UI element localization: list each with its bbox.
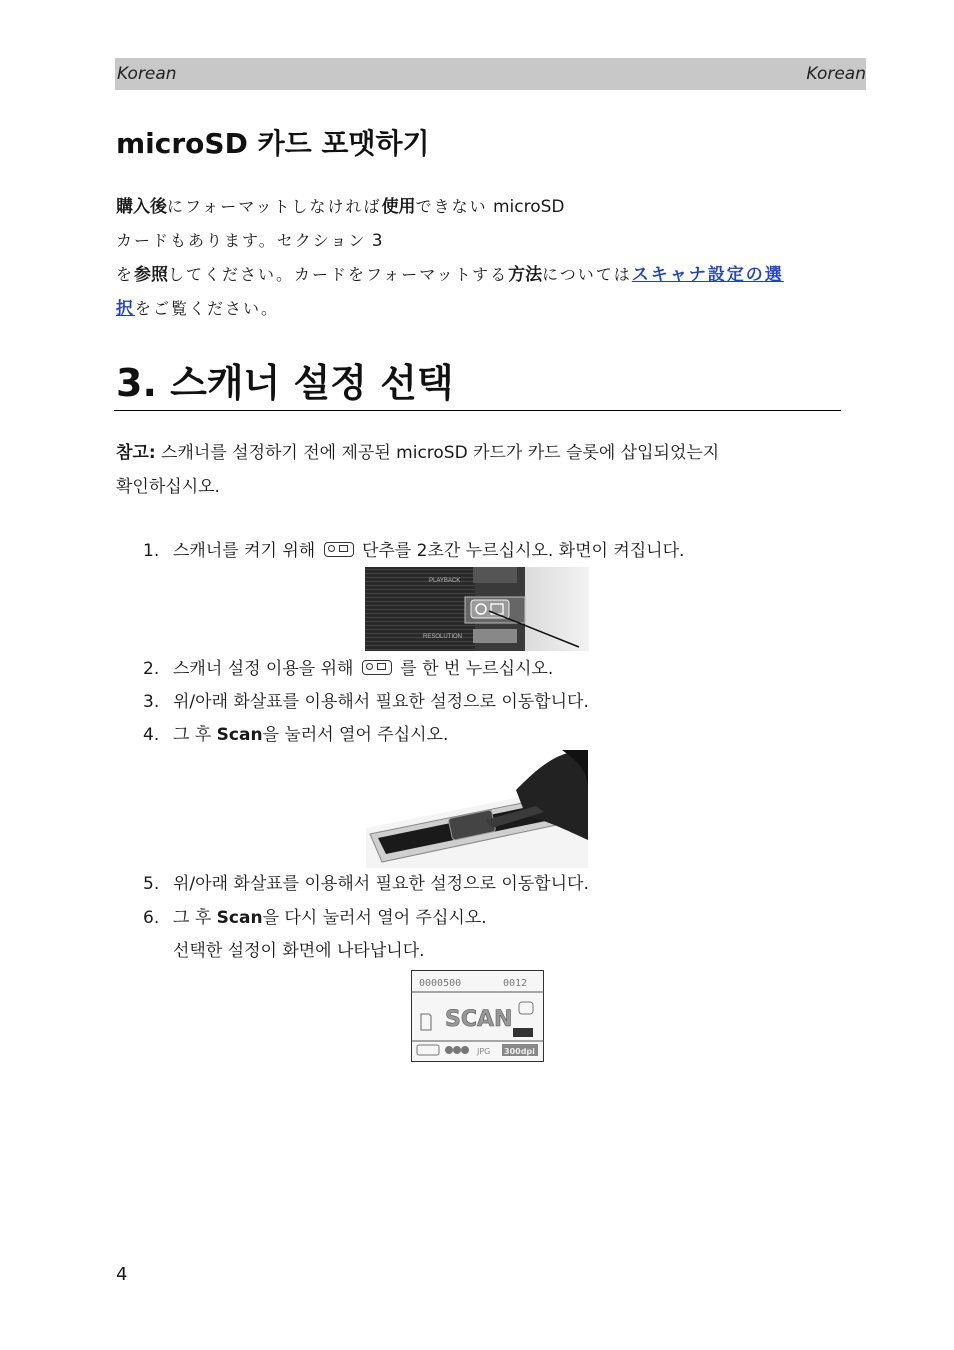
color-dot-icon xyxy=(453,1046,461,1054)
scan-button-press-photo xyxy=(366,750,588,868)
battery-charge-icon xyxy=(513,1028,533,1037)
step-text: 단추를 2초간 누르십시오. 화면이 켜집니다. xyxy=(356,541,685,561)
power-menu-button-icon xyxy=(362,660,392,675)
step-text: 스캐너를 켜기 위해 xyxy=(173,541,321,561)
note xyxy=(116,436,836,504)
step-text: 를 한 번 누르십시오. xyxy=(394,659,554,679)
resolution-label: RESOLUTION xyxy=(423,634,463,640)
step-2 xyxy=(143,658,553,680)
lcd-format: JPG xyxy=(477,1047,491,1056)
step-text-bold: Scan xyxy=(216,908,263,928)
scanner-settings-link[interactable]: スキャナ設定の選 xyxy=(631,265,784,285)
page-number: 4 xyxy=(116,1264,128,1285)
step-number: 6. xyxy=(143,908,160,928)
step-text: 위/아래 화살표를 이용해서 필요한 설정으로 이동합니다. xyxy=(173,692,589,712)
step-text: 을 다시 눌러서 열어 주십시오. xyxy=(262,908,487,928)
text-bold: 使用 xyxy=(381,197,416,217)
text-bold: 参照 xyxy=(134,265,169,285)
step-4 xyxy=(143,724,448,746)
format-paragraph xyxy=(116,190,836,326)
format-section-title: microSD 카드 포맷하기 xyxy=(116,127,430,160)
scanner-settings-link-cont[interactable]: 択 xyxy=(116,299,135,319)
power-menu-button-icon xyxy=(324,542,354,557)
step-3 xyxy=(143,691,589,713)
color-dot-icon xyxy=(445,1046,453,1054)
text-bold: 購入後 xyxy=(116,197,167,217)
text: microSD xyxy=(487,197,565,217)
text: をご覧ください。 xyxy=(135,299,280,318)
step-text: 을 눌러서 열어 주십시오. xyxy=(262,725,449,745)
color-dot-icon xyxy=(461,1046,469,1054)
step-number: 4. xyxy=(143,725,160,745)
running-header xyxy=(115,58,866,90)
lcd-scan-text: SCAN xyxy=(445,1007,513,1032)
step-text: 스캐너 설정 이용을 위해 xyxy=(173,659,359,679)
step-1 xyxy=(143,540,684,562)
paragraph-line-3 xyxy=(116,258,836,292)
scanner-button-photo xyxy=(365,567,589,651)
step-5 xyxy=(143,873,589,895)
step-text: 위/아래 화살표를 이용해서 필요한 설정으로 이동합니다. xyxy=(173,874,589,894)
text: 3 xyxy=(366,231,383,251)
text: については xyxy=(542,265,632,284)
step-6 xyxy=(143,907,487,929)
scanner-section-title: 3. 스캐너 설정 선택 xyxy=(116,361,454,405)
text: カードもあります。セクション xyxy=(116,231,367,250)
paragraph-line-1 xyxy=(116,190,836,224)
step-number: 2. xyxy=(143,659,160,679)
header-left: Korean xyxy=(117,64,177,84)
text-bold: 方法 xyxy=(508,265,543,285)
step-text-bold: Scan xyxy=(216,725,263,745)
text: してください。カードをフォーマットする xyxy=(168,265,509,284)
text: できない xyxy=(415,197,488,216)
lcd-remaining: 0012 xyxy=(503,978,528,989)
lcd-counter: 0000500 xyxy=(419,978,462,989)
step-6-line-2: 선택한 설정이 화면에 나타납니다. xyxy=(173,941,425,961)
lcd-display-image xyxy=(411,970,544,1062)
title-rule xyxy=(114,410,841,411)
playback-label: PLAYBACK xyxy=(429,578,461,584)
note-label: 참고: xyxy=(116,443,156,463)
paragraph-line-2 xyxy=(116,224,836,258)
step-number: 5. xyxy=(143,874,160,894)
header-right: Korean xyxy=(806,64,866,84)
note-line-2: 확인하십시오. xyxy=(116,477,220,497)
paragraph-line-4 xyxy=(116,292,836,326)
note-line-1 xyxy=(116,436,836,470)
step-text: 그 후 xyxy=(173,725,217,745)
text: にフォーマットしなければ xyxy=(167,197,382,216)
step-number: 1. xyxy=(143,541,160,561)
note-text: 스캐너를 설정하기 전에 제공된 microSD 카드가 카드 슬롯에 삽입되었는지 xyxy=(155,443,720,463)
text: を xyxy=(116,265,135,284)
lcd-dpi: 300dpi xyxy=(504,1047,535,1056)
step-number: 3. xyxy=(143,692,160,712)
step-text: 그 후 xyxy=(173,908,217,928)
